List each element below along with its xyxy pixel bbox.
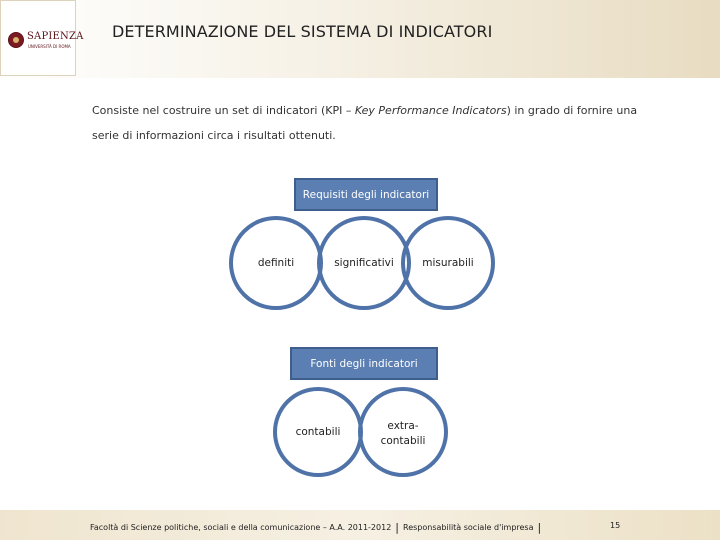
label-contabili: contabili [295, 426, 341, 438]
label-definiti: definiti [257, 257, 295, 269]
slide-title: DETERMINAZIONE DEL SISTEMA DI INDICATORI [112, 22, 493, 41]
label-misurabili: misurabili [422, 257, 474, 269]
label-extra: extra- [387, 420, 419, 432]
intro-text-italic: Key Performance Indicators [354, 104, 507, 117]
requisiti-box: Requisiti degli indicatori [294, 178, 438, 211]
intro-text-before: Consiste nel costruire un set di indicatori (KPI – [92, 104, 355, 117]
intro-text-after: ) in grado di fornire una serie di informazioni circa i risultati ottenuti. [92, 104, 638, 142]
fonti-box: Fonti degli indicatori [290, 347, 438, 380]
footer-faculty: Facoltà di Scienze politiche, sociali e della comunicazione – A.A. 2011-2012 [90, 523, 392, 532]
page-number: 15 [610, 521, 621, 530]
footer-separator-end: | [537, 521, 542, 534]
logo-subtitle: UNIVERSITÀ DI ROMA [28, 44, 71, 49]
logo-name: SAPIENZA [27, 31, 84, 42]
footer-course: Responsabilità sociale d'impresa [403, 523, 534, 532]
footer-separator: | [395, 521, 400, 534]
footer-text [90, 521, 545, 534]
label-significativi: significativi [334, 257, 394, 269]
label-extracontabili: contabili [380, 435, 426, 447]
